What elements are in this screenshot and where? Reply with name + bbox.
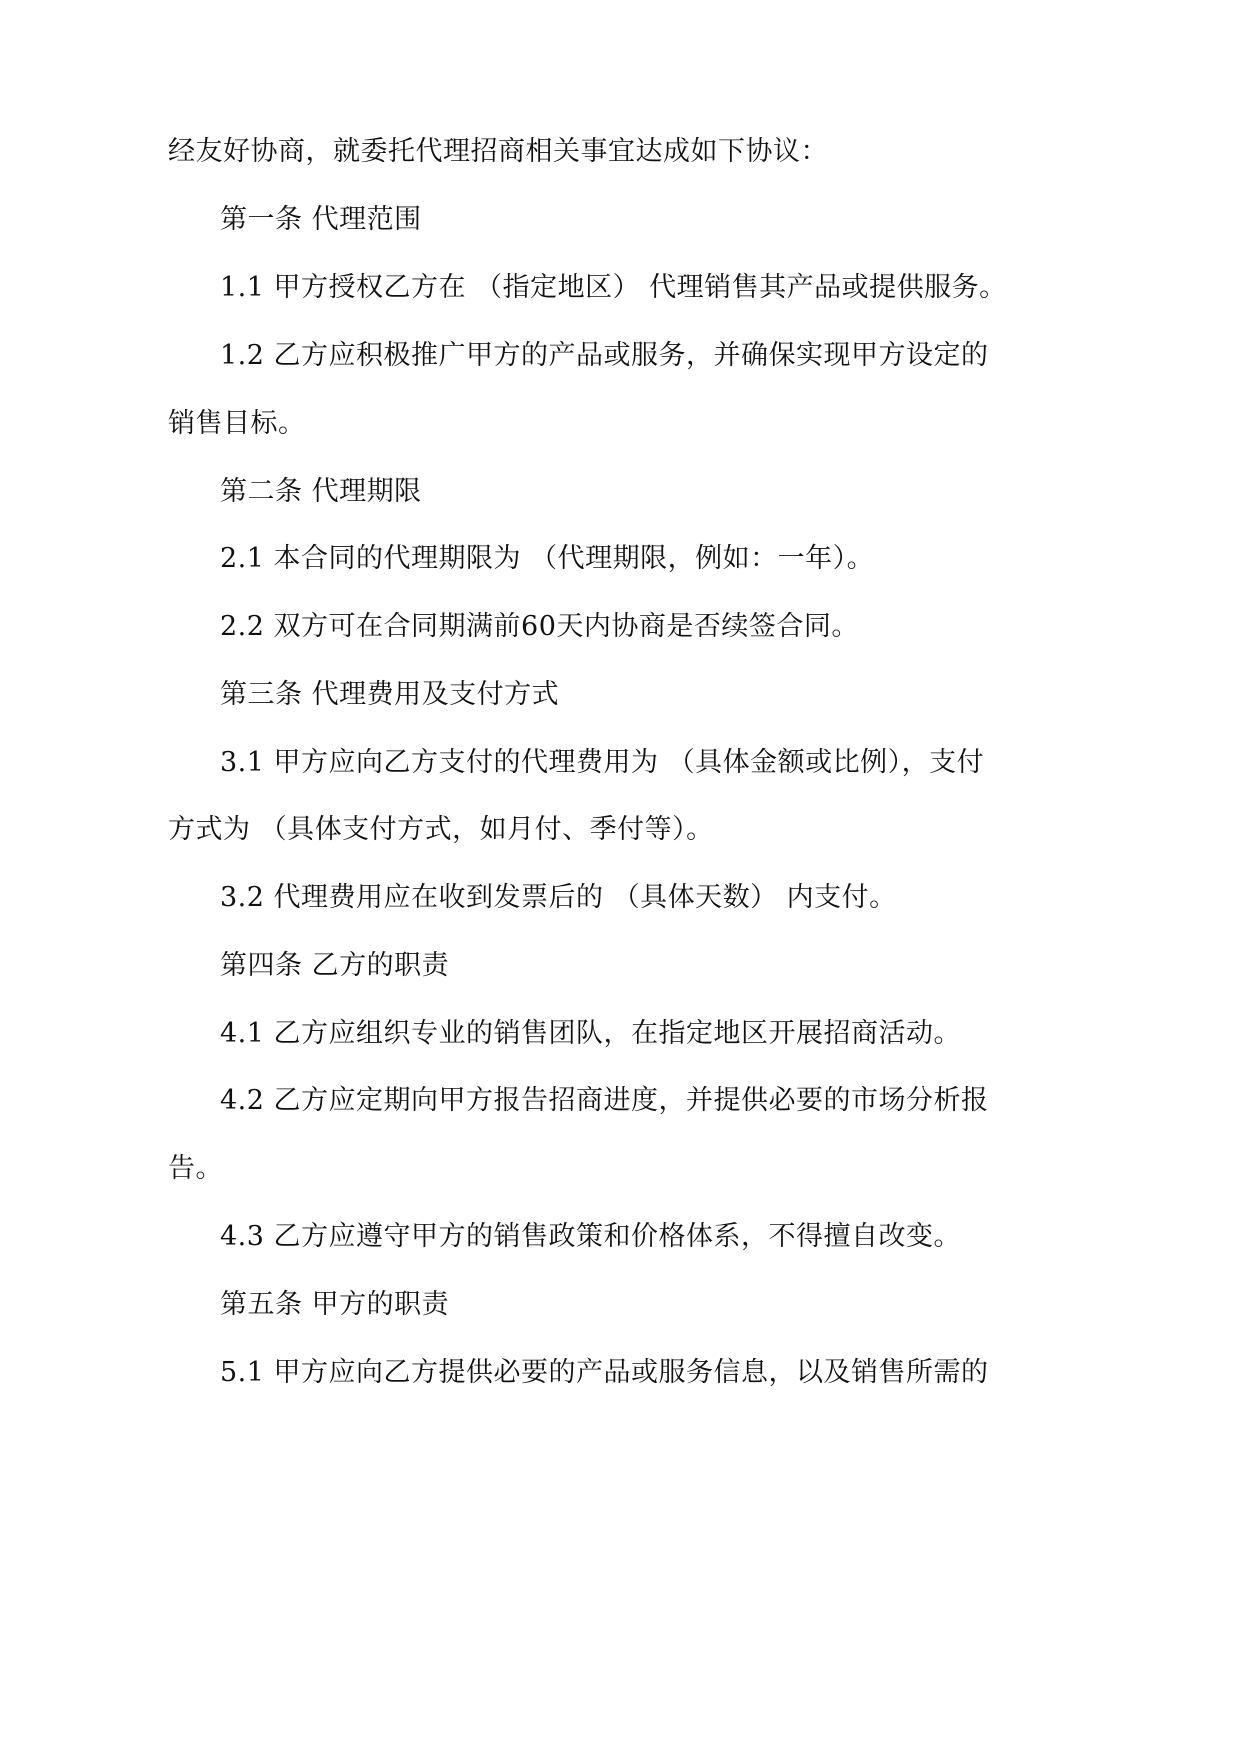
- clause-continuation: 告。: [168, 1153, 223, 1184]
- clause-line: 2.1 本合同的代理期限为 （代理期限，例如：一年）。: [220, 543, 875, 574]
- article-heading: 第五条 甲方的职责: [220, 1289, 450, 1320]
- article-heading: 第一条 代理范围: [220, 204, 422, 235]
- clause-continuation: 方式为 （具体支付方式，如月付、季付等）。: [168, 814, 714, 845]
- clause-line: 1.2 乙方应积极推广甲方的产品或服务，并确保实现甲方设定的: [220, 340, 989, 371]
- clause-line: 4.3 乙方应遵守甲方的销售政策和价格体系，不得擅自改变。: [220, 1221, 962, 1252]
- paragraph-line: 经友好协商，就委托代理招商相关事宜达成如下协议：: [168, 136, 828, 167]
- clause-line: 2.2 双方可在合同期满前60天内协商是否续签合同。: [220, 611, 859, 642]
- clause-line: 3.1 甲方应向乙方支付的代理费用为 （具体金额或比例），支付: [220, 747, 985, 778]
- clause-line: 4.2 乙方应定期向甲方报告招商进度，并提供必要的市场分析报: [220, 1085, 989, 1116]
- clause-line: 4.1 乙方应组织专业的销售团队，在指定地区开展招商活动。: [220, 1018, 962, 1049]
- article-heading: 第四条 乙方的职责: [220, 950, 450, 981]
- clause-line: 3.2 代理费用应在收到发票后的 （具体天数） 内支付。: [220, 882, 897, 913]
- clause-continuation: 销售目标。: [168, 408, 306, 439]
- article-heading: 第二条 代理期限: [220, 476, 422, 507]
- clause-line: 5.1 甲方应向乙方提供必要的产品或服务信息，以及销售所需的: [220, 1357, 989, 1388]
- clause-line: 1.1 甲方授权乙方在 （指定地区） 代理销售其产品或提供服务。: [220, 272, 1007, 303]
- article-heading: 第三条 代理费用及支付方式: [220, 679, 560, 710]
